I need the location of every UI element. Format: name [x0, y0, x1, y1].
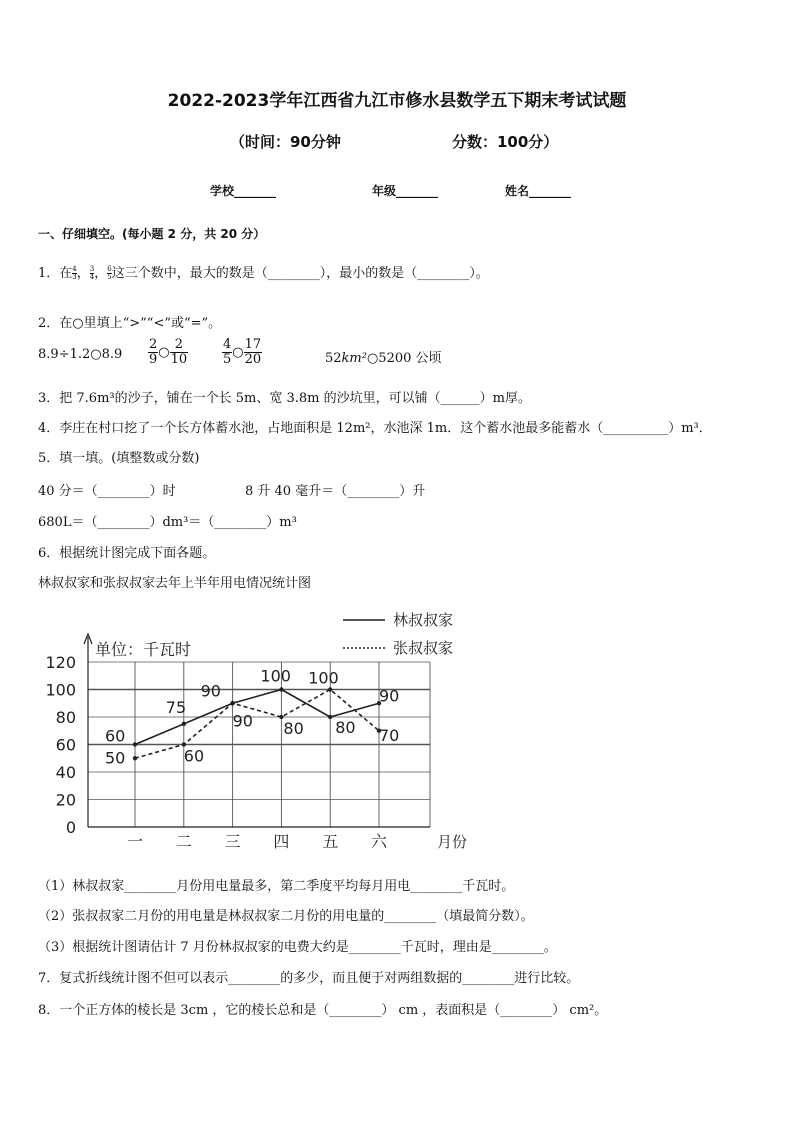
- data-point: [328, 687, 332, 691]
- data-label-zhang: 60: [183, 746, 205, 766]
- question-1: 1．在 $\frac{4}{3}$ ， $\frac{3}{4}$ ， $\frac{6}{5}$ 这三个数中，最大的数是（________），最小的数是（________）。: [38, 265, 489, 281]
- data-point: [133, 742, 137, 746]
- x-tick-label: 五: [322, 832, 339, 851]
- q5-item-a: 40 分＝（________）时: [38, 484, 176, 499]
- grade-field[interactable]: [372, 182, 438, 199]
- data-label-lin: 100: [260, 666, 291, 686]
- time-info: （时间：90分钟: [230, 133, 341, 151]
- y-tick-label: 0: [65, 818, 76, 837]
- y-tick-label: 80: [55, 708, 76, 727]
- question-2: 2．在○里填上“>”“<”或“=”。: [38, 316, 222, 331]
- question-8: 8．一个正方体的棱长是 3cm ，它的棱长总和是（________） cm ，表面积是（________） cm²。: [38, 1003, 608, 1018]
- q1-fraction-1: $\frac{4}{3}$: [72, 265, 77, 281]
- data-label-zhang: 80: [283, 719, 304, 738]
- data-label-lin: 80: [335, 718, 356, 737]
- x-tick-label: 三: [224, 832, 241, 851]
- question-6: 6．根据统计图完成下面各题。: [38, 546, 216, 561]
- name-blank: _______: [529, 184, 572, 198]
- q2-fraction-1: $\frac{2}{9}$: [149, 337, 158, 367]
- data-label-lin: 60: [105, 726, 126, 746]
- name-field[interactable]: [505, 182, 571, 199]
- x-tick-label: 二: [175, 832, 192, 851]
- data-point: [182, 722, 186, 726]
- q2-item-1: 8.9÷1.2○8.9: [38, 347, 123, 362]
- page-title: 2022-2023学年江西省九江市修水县数学五下期末考试试题: [167, 91, 627, 111]
- q2-fraction-3: $\frac{4}{5}$: [223, 337, 232, 367]
- school-label: 学校: [210, 184, 235, 198]
- data-point: [328, 715, 332, 719]
- q2-fraction-4: $\frac{17}{20}$: [244, 337, 262, 367]
- legend-label-zhang: 张叔叔家: [393, 639, 454, 657]
- data-label-zhang: 70: [379, 725, 400, 745]
- grade-blank: _______: [396, 184, 439, 198]
- name-label: 姓名: [505, 184, 530, 198]
- line-chart: [0, 600, 794, 862]
- y-tick-label: 40: [55, 763, 76, 782]
- grade-label: 年级: [372, 184, 397, 198]
- data-label-zhang: 50: [105, 748, 126, 768]
- y-tick-label: 100: [45, 680, 76, 700]
- q2-fraction-2: $\frac{2}{10}$: [170, 337, 188, 367]
- q1-prefix: 1．在: [38, 266, 73, 281]
- q2-item-4: 52km²○5200 公顷: [325, 351, 442, 366]
- q5-item-c: 680L＝（________）dm³＝（________）m³: [38, 515, 297, 530]
- q1-fraction-3: $\frac{6}{5}$: [107, 265, 112, 281]
- q1-suffix: 这三个数中，最大的数是（________），最小的数是（________）。: [111, 266, 489, 281]
- data-label-lin: 90: [200, 681, 221, 701]
- q2-item-3: $\frac{4}{5}$ ○ $\frac{17}{20}$: [223, 337, 262, 367]
- q1-fraction-2: $\frac{3}{4}$: [89, 265, 95, 281]
- y-tick-label: 60: [55, 735, 76, 755]
- chart-title: 林叔叔家和张叔叔家去年上半年用电情况统计图: [38, 576, 312, 591]
- data-label-lin: 90: [379, 686, 400, 706]
- question-5: 5．填一填。(填整数或分数): [38, 451, 200, 466]
- question-3: 3．把 7.6m³的沙子，铺在一个长 5m、宽 3.8m 的沙坑里，可以铺（______）m厚。: [38, 391, 531, 406]
- data-point: [279, 687, 283, 691]
- q6-sub-2: （2）张叔叔家二月份的用电量是林叔叔家二月份的用电量的________（填最简分数）。: [38, 909, 534, 924]
- data-label-zhang: 90: [232, 711, 253, 731]
- question-7: 7．复式折线统计图不但可以表示________的多少，而且便于对两组数据的________进行比较。: [38, 971, 580, 986]
- x-tick-label: 四: [273, 832, 290, 851]
- score-info: 分数：100分）: [452, 133, 559, 151]
- y-axis-ticks: [45, 653, 76, 837]
- data-point: [230, 701, 234, 705]
- school-field[interactable]: [210, 182, 276, 199]
- school-blank: _______: [234, 184, 277, 198]
- q6-sub-1: （1）林叔叔家________月份用电量最多，第二季度平均每月用电________千瓦时。: [38, 879, 515, 894]
- unit-label: 单位：千瓦时: [95, 640, 192, 659]
- q2-item-2: $\frac{2}{9}$ ○ $\frac{2}{10}$: [149, 337, 188, 367]
- section-heading: 一、仔细填空。(每小题 2 分，共 20 分）: [38, 227, 266, 241]
- q5-item-b: 8 升 40 毫升＝（________）升: [245, 484, 426, 499]
- question-4: 4．李庄在村口挖了一个长方体蓄水池，占地面积是 12m²，水池深 1m．这个蓄水池最多能蓄水（__________）m³．: [38, 421, 712, 436]
- x-tick-label: 六: [370, 832, 388, 851]
- q6-sub-3: （3）根据统计图请估计 7 月份林叔叔家的电费大约是________千瓦时，理由是________。: [38, 940, 557, 955]
- legend-label-lin: 林叔叔家: [393, 611, 454, 629]
- x-tick-label: 一: [126, 832, 144, 851]
- data-label-zhang: 100: [308, 668, 339, 688]
- x-axis-label: 月份: [437, 833, 468, 851]
- data-label-lin: 75: [165, 697, 187, 717]
- y-tick-label: 120: [45, 653, 76, 672]
- y-tick-label: 20: [55, 790, 76, 810]
- x-axis-ticks: [127, 832, 388, 851]
- data-point: [133, 756, 137, 760]
